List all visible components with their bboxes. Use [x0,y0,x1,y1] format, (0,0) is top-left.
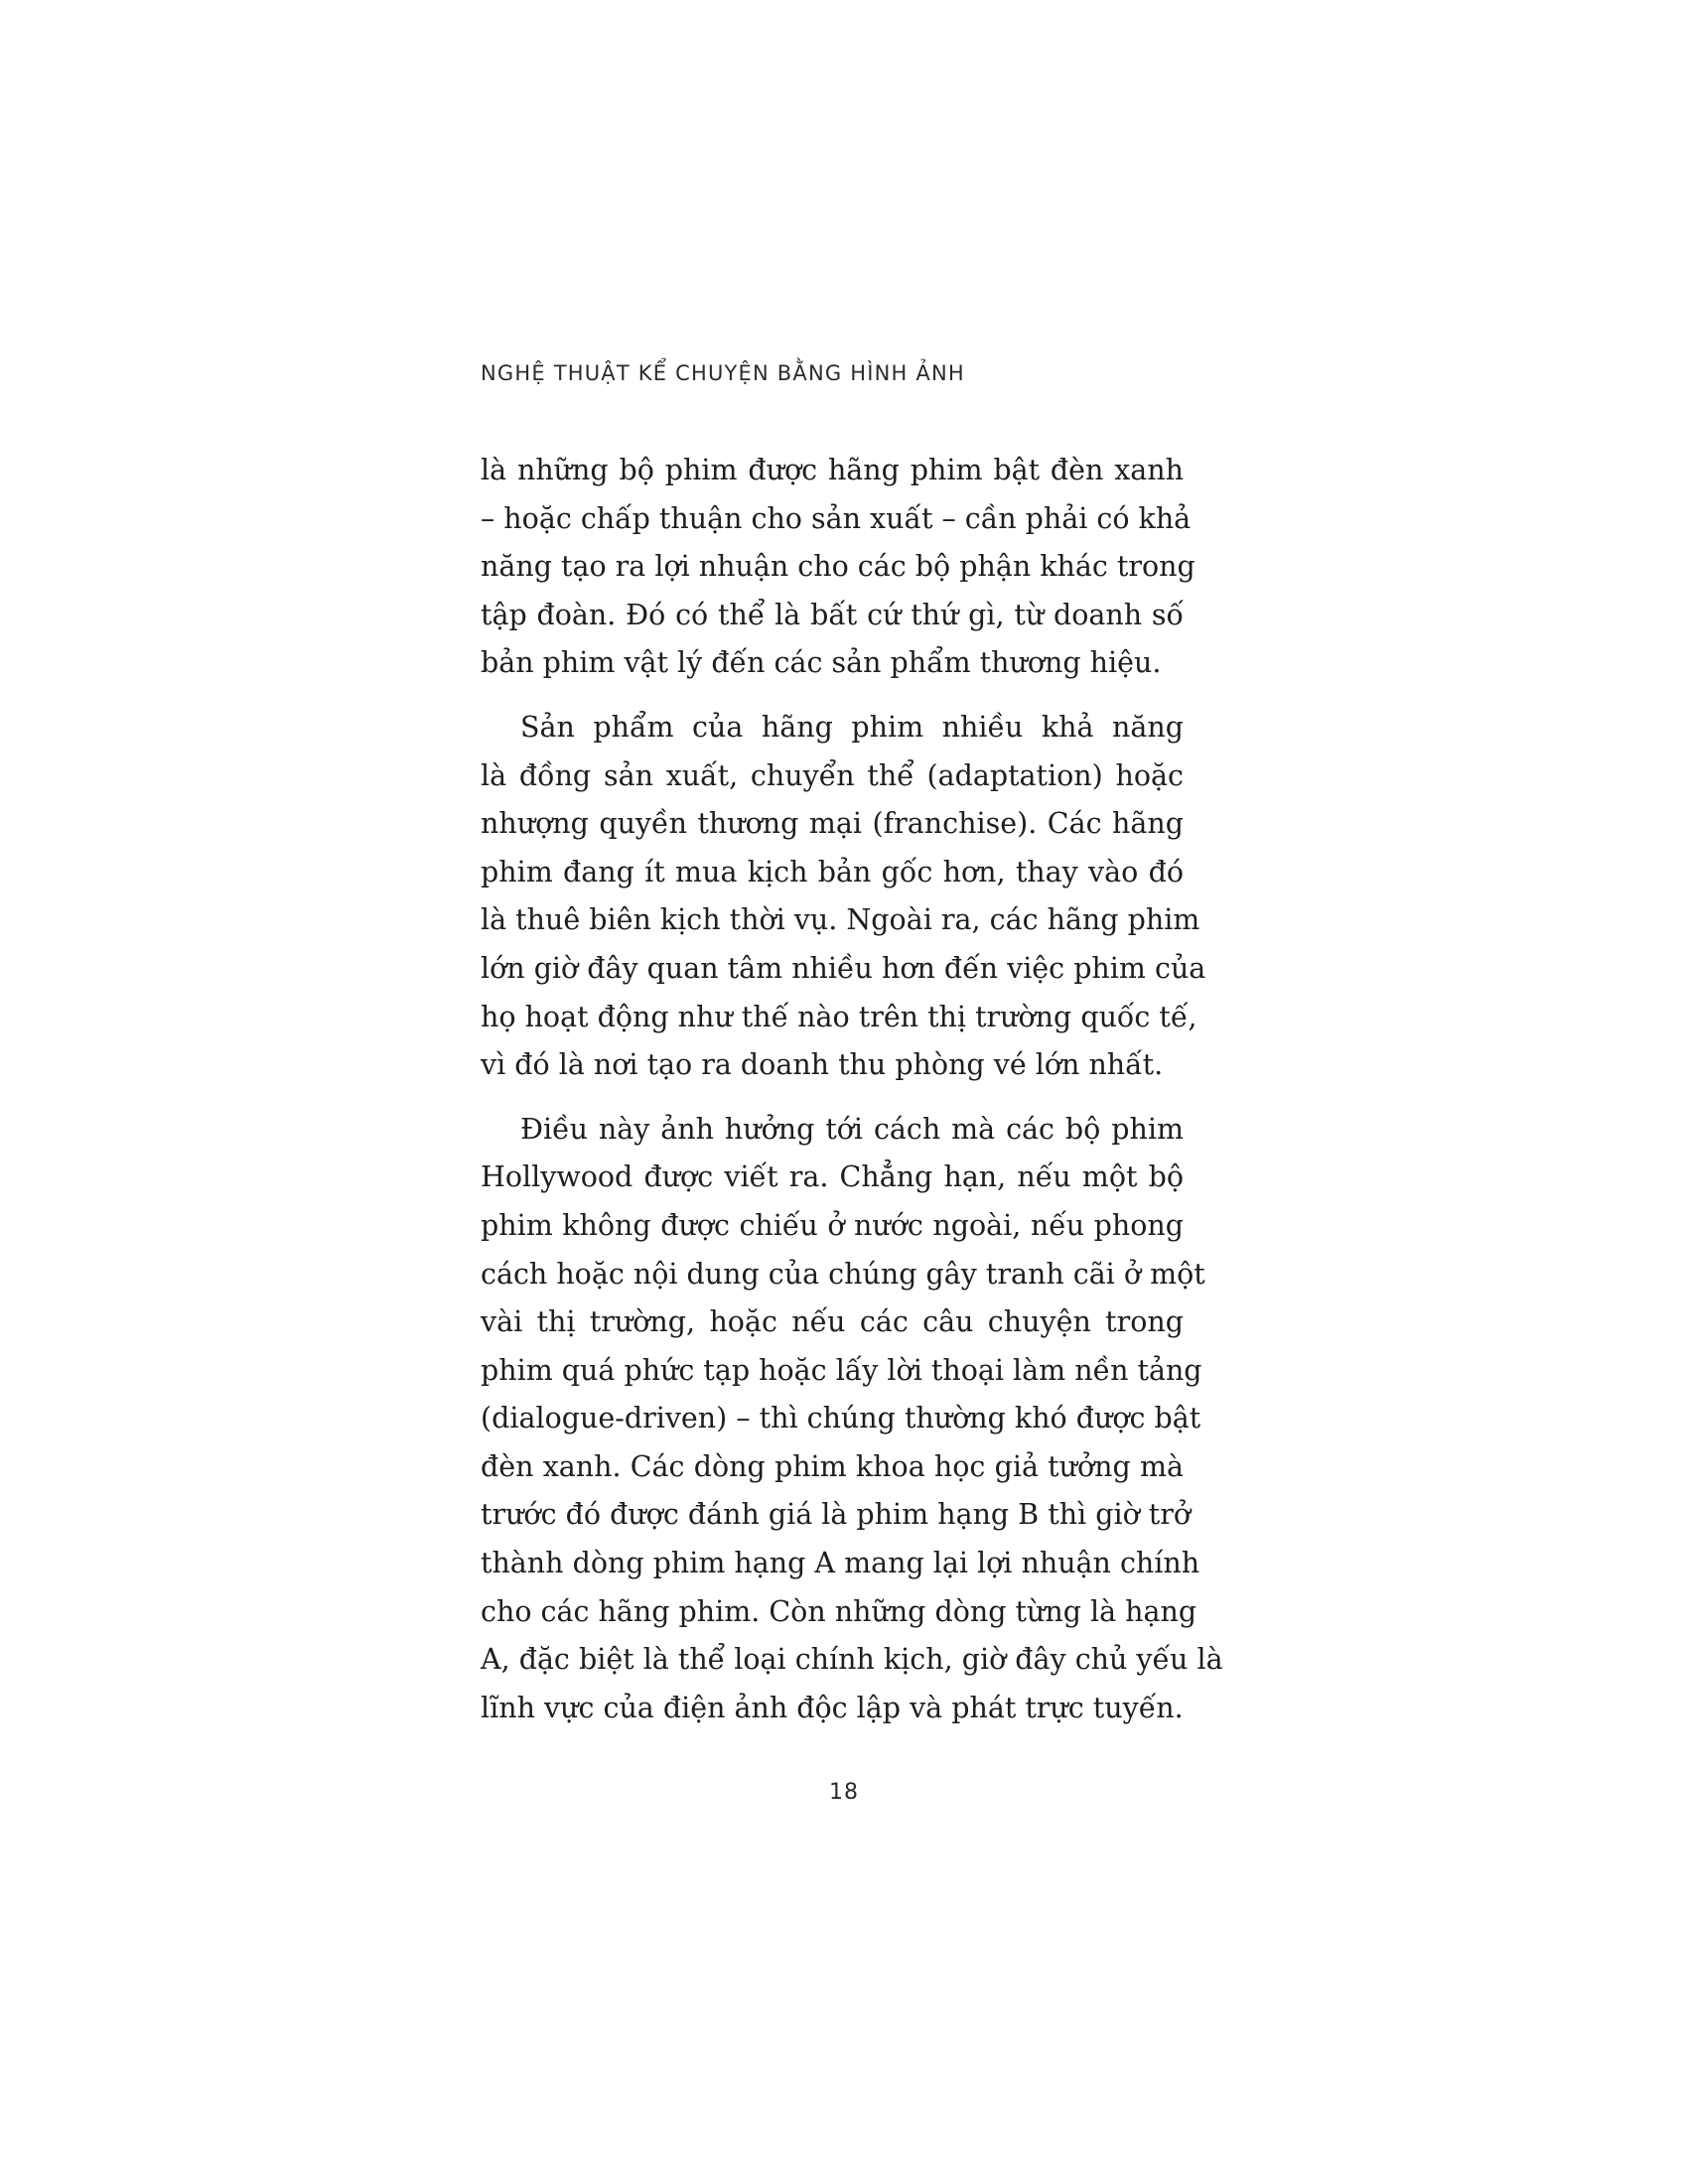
text-line: Hollywood được viết ra. Chẳng hạn, nếu một bộ [481,1160,1184,1194]
text-line: bản phim vật lý đến các sản phẩm thương hiệu. [481,646,1162,680]
text-line: phim đang ít mua kịch bản gốc hơn, thay vào đó [481,855,1184,888]
text-line: vài thị trường, hoặc nếu các câu chuyện trong [481,1305,1184,1339]
text-line: Sản phẩm của hãng phim nhiều khả năng [520,710,1184,744]
body-text [481,447,1223,1748]
text-line: cách hoặc nội dung của chúng gây tranh cãi ở một [481,1257,1205,1291]
paragraph-3 [481,1106,1223,1733]
text-line: tập đoàn. Đó có thể là bất cứ thứ gì, từ doanh số [481,598,1184,631]
text-line: vì đó là nơi tạo ra doanh thu phòng vé lớn nhất. [481,1048,1164,1082]
text-line: (dialogue-driven) – thì chúng thường khó được bật [481,1402,1201,1435]
paragraph-2 [481,704,1206,1090]
text-line: là những bộ phim được hãng phim bật đèn xanh [481,454,1184,486]
text-line: phim không được chiếu ở nước ngoài, nếu phong [481,1208,1184,1242]
page-number: 18 [829,1780,859,1805]
text-line: là thuê biên kịch thời vụ. Ngoài ra, các hãng phim [481,903,1200,937]
text-line: – hoặc chấp thuận cho sản xuất – cần phải có khả [481,501,1192,535]
text-line: cho các hãng phim. Còn những dòng từng là hạng [481,1594,1197,1628]
text-line: phim quá phức tạp hoặc lấy lời thoại làm nền tảng [481,1353,1202,1387]
text-line: Điều này ảnh hưởng tới cách mà các bộ phim [520,1112,1184,1146]
text-line: lớn giờ đây quan tâm nhiều hơn đến việc phim của [481,951,1206,985]
text-line: thành dòng phim hạng A mang lại lợi nhuận chính [481,1547,1200,1580]
text-line: họ hoạt động như thế nào trên thị trường quốc tế, [481,1000,1197,1033]
text-line: A, đặc biệt là thể loại chính kịch, giờ đây chủ yếu là [481,1643,1223,1677]
text-line: đèn xanh. Các dòng phim khoa học giả tưởng mà [481,1449,1184,1483]
text-line: là đồng sản xuất, chuyển thể (adaptation) hoặc [481,758,1184,792]
text-line: lĩnh vực của điện ảnh độc lập và phát trực tuyến. [481,1691,1184,1724]
text-line: năng tạo ra lợi nhuận cho các bộ phận khác trong [481,550,1196,584]
paragraph-1 [481,447,1196,688]
running-header-title: NGHỆ THUẬT KỂ CHUYỆN BẰNG HÌNH ẢNH [481,361,965,385]
text-line: trước đó được đánh giá là phim hạng B thì giờ trở [481,1498,1192,1532]
text-line: nhượng quyền thương mại (franchise). Các hãng [481,807,1184,841]
